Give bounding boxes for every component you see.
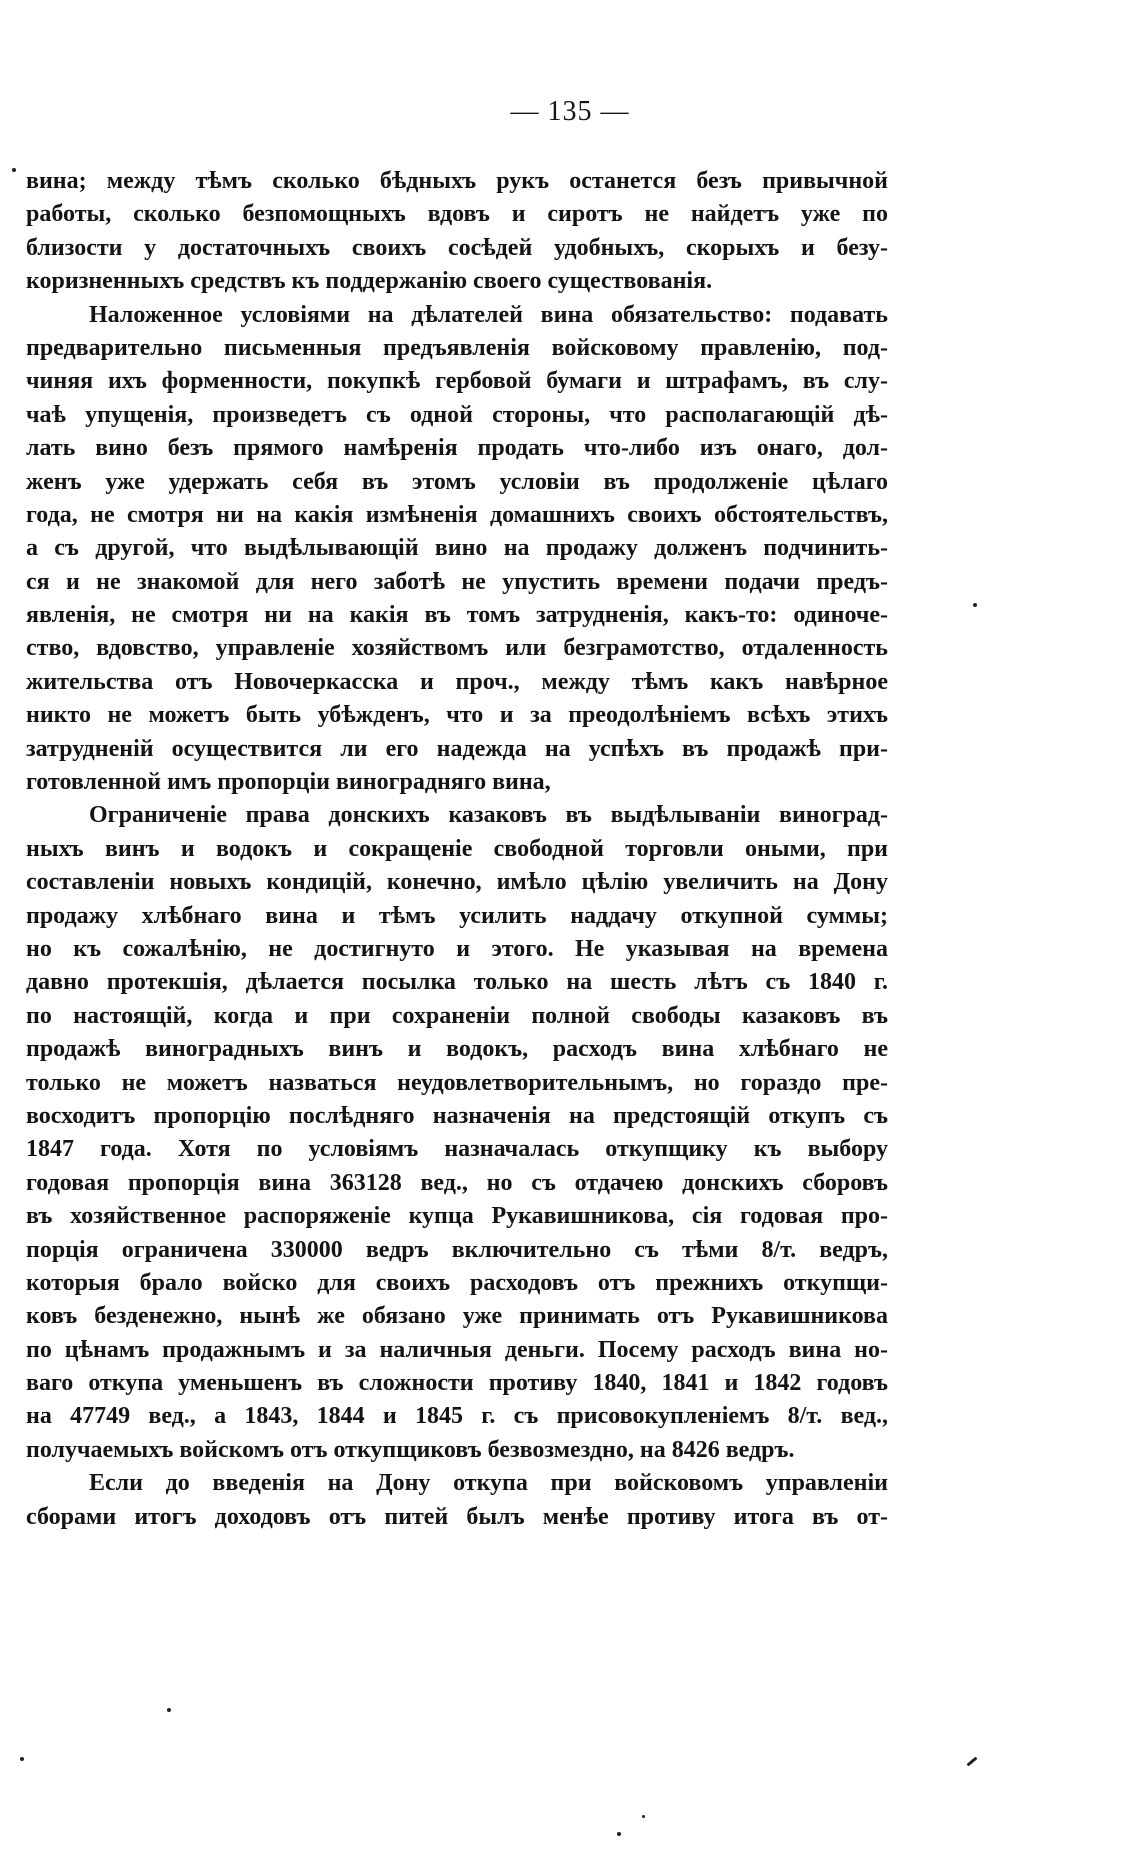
text-line: явленія, не смотря ни на какія въ томъ затрудненія, какъ-то: одиноче- bbox=[26, 602, 888, 629]
scan-speck bbox=[167, 1708, 171, 1712]
text-line: а съ другой, что выдѣлывающій вино на продажу долженъ подчинить- bbox=[26, 535, 888, 562]
text-line: готовленной имъ пропорціи виноградняго вина, bbox=[26, 769, 551, 796]
text-line: ковъ безденежно, нынѣ же обязано уже принимать отъ Рукавишникова bbox=[26, 1303, 888, 1330]
text-line: составленіи новыхъ кондицій, конечно, имѣло цѣлію увеличить на Дону bbox=[26, 869, 888, 896]
text-line: по настоящій, когда и при сохраненіи полной свободы казаковъ въ bbox=[26, 1002, 888, 1029]
text-line: Если до введенія на Дону откупа при войсковомъ управленіи bbox=[89, 1470, 888, 1497]
text-line: никто не можетъ быть убѣжденъ, что и за преодолѣніемъ всѣхъ этихъ bbox=[26, 702, 888, 729]
scan-speck bbox=[12, 168, 16, 172]
text-line: годовая пропорція вина 363128 вед., но съ отдачею донскихъ сборовъ bbox=[26, 1169, 888, 1196]
text-line: года, не смотря ни на какія измѣненія домашнихъ своихъ обстоятельствъ, bbox=[26, 501, 888, 528]
text-line: женъ уже удержать себя въ этомъ условіи въ продолженіе цѣлаго bbox=[26, 468, 888, 495]
text-line: коризненныхъ средствъ къ поддержанію своего существованія. bbox=[26, 268, 713, 295]
text-line: порція ограничена 330000 ведръ включительно съ тѣми 8/т. ведръ, bbox=[26, 1236, 888, 1263]
scan-speck bbox=[973, 603, 977, 607]
text-line: Ограниченіе права донскихъ казаковъ въ выдѣлываніи виноград- bbox=[89, 802, 888, 829]
page-number: — 135 — bbox=[510, 96, 630, 127]
text-line: лать вино безъ прямого намѣренія продать что-либо изъ онаго, дол- bbox=[26, 435, 888, 462]
body-text bbox=[26, 165, 888, 1534]
text-line: ныхъ винъ и водокъ и сокращеніе свободной торговли оными, при bbox=[26, 835, 888, 862]
text-line: близости у достаточныхъ своихъ сосѣдей удобныхъ, скорыхъ и безу- bbox=[26, 234, 888, 261]
text-line: Наложенное условіями на дѣлателей вина обязательство: подавать bbox=[89, 301, 888, 328]
text-line: затрудненій осуществится ли его надежда на успѣхъ въ продажѣ при- bbox=[26, 735, 888, 762]
text-line: продажу хлѣбнаго вина и тѣмъ усилить наддачу откупной суммы; bbox=[26, 902, 888, 929]
text-line: въ хозяйственное распоряженіе купца Рукавишникова, сія годовая про- bbox=[26, 1203, 888, 1230]
text-line: вина; между тѣмъ сколько бѣдныхъ рукъ останется безъ привычной bbox=[26, 168, 888, 194]
text-line: чаѣ упущенія, произведетъ съ одной стороны, что располагающій дѣ- bbox=[26, 401, 888, 428]
text-line: на 47749 вед., а 1843, 1844 и 1845 г. съ присовокупленіемъ 8/т. вед., bbox=[26, 1403, 888, 1430]
text-line: чиняя ихъ форменности, покупкѣ гербовой бумаги и штрафамъ, въ слу- bbox=[26, 368, 888, 395]
text-line: ство, вдовство, управленіе хозяйствомъ или безграмотство, отдаленность bbox=[26, 635, 888, 662]
text-line: только не можетъ назваться неудовлетворительнымъ, но гораздо пре- bbox=[26, 1069, 888, 1096]
text-line: ся и не знакомой для него заботѣ не упустить времени подачи предъ- bbox=[26, 568, 888, 595]
text-line: по цѣнамъ продажнымъ и за наличныя деньги. Посему расходъ вина но- bbox=[26, 1336, 888, 1363]
scan-speck bbox=[617, 1832, 621, 1836]
text-line: продажѣ виноградныхъ винъ и водокъ, расходъ вина хлѣбнаго не bbox=[26, 1036, 888, 1063]
scan-speck bbox=[966, 1756, 977, 1766]
text-line: предварительно письменныя предъявленія войсковому правленію, под- bbox=[26, 334, 888, 361]
text-line: давно протекшія, дѣлается посылка только на шесть лѣтъ съ 1840 г. bbox=[26, 969, 888, 996]
text-line: получаемыхъ войскомъ отъ откупщиковъ безвозмездно, на 8426 ведръ. bbox=[26, 1436, 795, 1463]
text-line: жительства отъ Новочеркасска и проч., между тѣмъ какъ навѣрное bbox=[26, 668, 888, 695]
text-line: 1847 года. Хотя по условіямъ назначалась откупщику къ выбору bbox=[26, 1136, 888, 1163]
text-line: сборами итогъ доходовъ отъ питей былъ менѣе противу итога въ от- bbox=[26, 1503, 888, 1530]
text-line: восходитъ пропорцію послѣдняго назначенія на предстоящій откупъ съ bbox=[26, 1102, 888, 1129]
text-line: но къ сожалѣнію, не достигнуто и этого. Не указывая на времена bbox=[26, 935, 888, 962]
scan-speck bbox=[642, 1815, 645, 1818]
text-line: работы, сколько безпомощныхъ вдовъ и сиротъ не найдетъ уже по bbox=[26, 201, 888, 228]
text-line: ваго откупа уменьшенъ въ сложности противу 1840, 1841 и 1842 годовъ bbox=[26, 1370, 888, 1397]
scan-speck bbox=[20, 1757, 24, 1761]
text-line: которыя брало войско для своихъ расходовъ отъ прежнихъ откупщи- bbox=[26, 1269, 888, 1296]
